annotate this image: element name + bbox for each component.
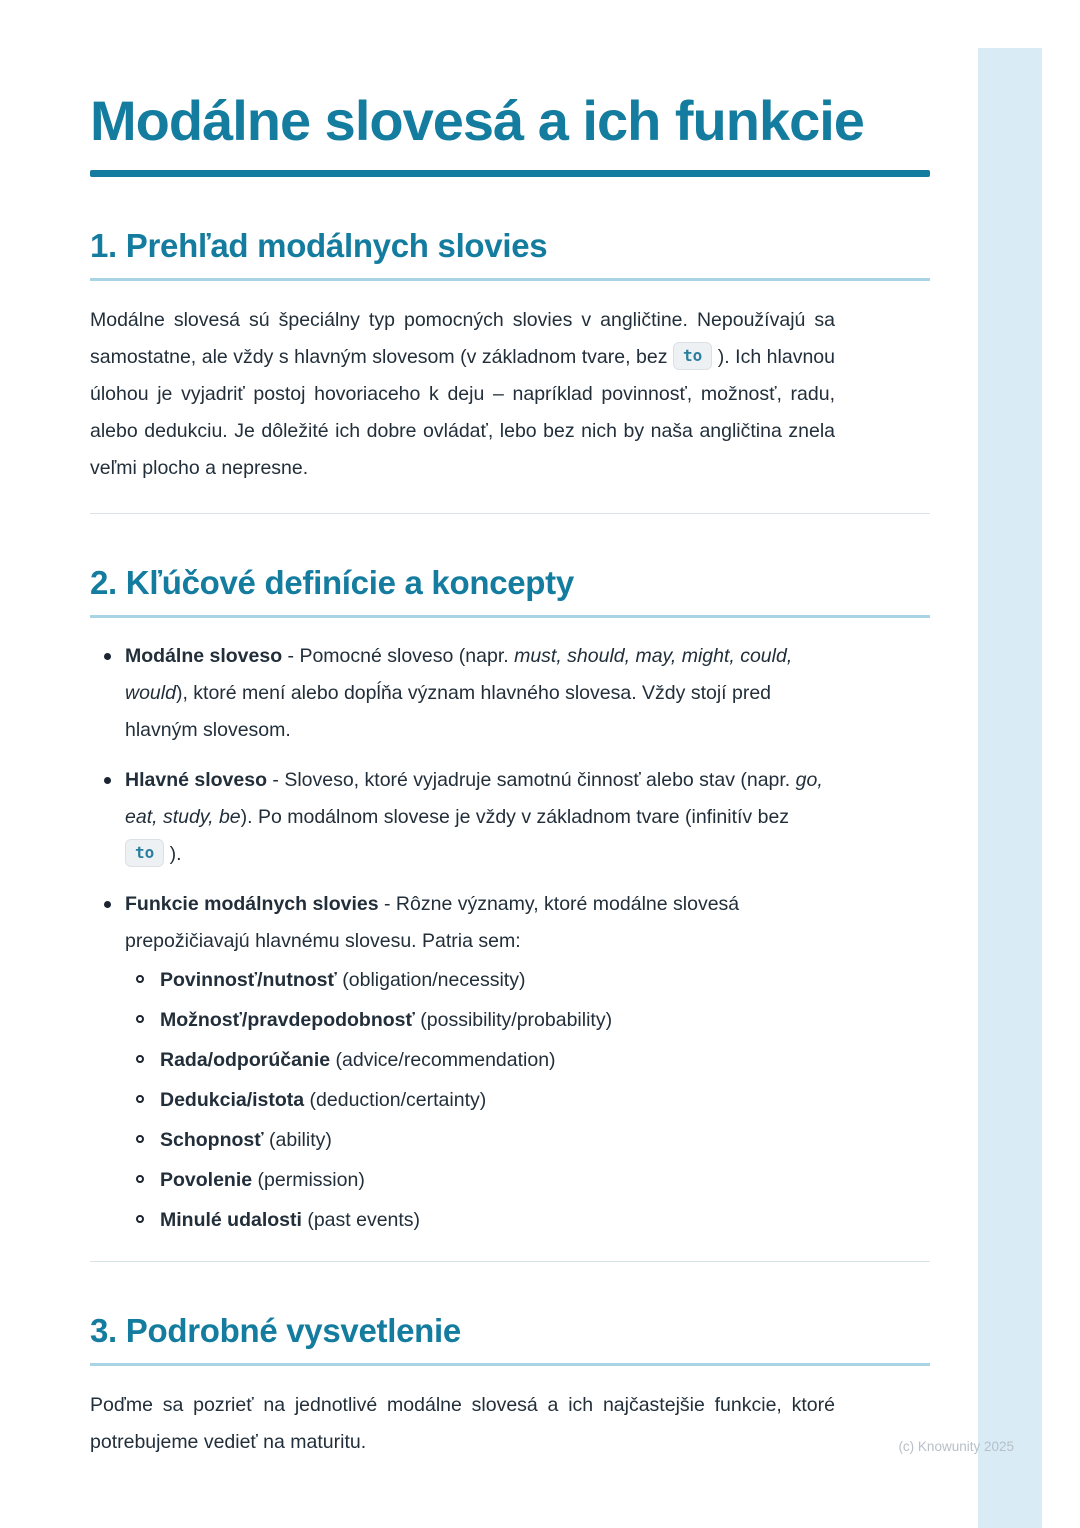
circle-bullet-icon: [136, 1055, 144, 1063]
list-item-modal-verb: [90, 638, 930, 749]
sub-item-desc: (obligation/necessity): [336, 968, 526, 991]
section-3-heading: 3. Podrobné vysvetlenie: [90, 1312, 930, 1366]
title-divider: [90, 170, 930, 177]
sub-item-term: Povolenie: [160, 1168, 253, 1191]
circle-bullet-icon: [136, 1135, 144, 1143]
details-paragraph: Poďme sa pozrieť na jednotlivé modálne slovesá a ich najčastejšie funkcie, ktoré potrebujeme vedieť na maturitu.: [90, 1393, 835, 1453]
section-definitions: [90, 564, 930, 1235]
sub-list-item: [125, 1126, 930, 1155]
inline-code-to: to: [673, 342, 712, 370]
circle-bullet-icon: [136, 1175, 144, 1183]
page-edge-stripe: [978, 48, 1042, 1528]
sub-item-desc: (possibility/probability): [414, 1008, 613, 1031]
sub-item-term: Možnosť/pravdepodobnosť: [160, 1008, 415, 1031]
sub-list-item: [125, 1166, 930, 1195]
sub-item-term: Povinnosť/nutnosť: [160, 968, 337, 991]
copyright-note: (c) Knowunity 2025: [898, 1439, 1014, 1454]
functions-sub-list: [125, 966, 930, 1235]
list-item-term: Funkcie modálnych slovies: [125, 892, 379, 915]
sub-item-desc: (advice/recommendation): [330, 1048, 556, 1071]
sub-item-desc: (deduction/certainty): [304, 1088, 487, 1111]
sub-list-item: [125, 1086, 930, 1115]
examples-italic: go, eat, study, be: [125, 768, 823, 828]
sub-item-term: Rada/odporúčanie: [160, 1048, 331, 1071]
sub-item-desc: (permission): [252, 1168, 365, 1191]
sub-item-term: Minulé udalosti: [160, 1208, 302, 1231]
circle-bullet-icon: [136, 1215, 144, 1223]
definitions-list: [90, 638, 930, 1235]
section-overview: [90, 227, 930, 487]
circle-bullet-icon: [136, 1015, 144, 1023]
circle-bullet-icon: [136, 1095, 144, 1103]
list-item-text: Modálne sloveso - Pomocné sloveso (napr. must, should, may, might, could, would), ktoré mení alebo dopĺňa význam hlavného slovesa. Vždy stojí pred hlavným slovesom.: [125, 644, 793, 741]
section-1-heading: 1. Prehľad modálnych slovies: [90, 227, 930, 281]
sub-item-term: Dedukcia/istota: [160, 1088, 305, 1111]
list-item-text: Hlavné sloveso - Sloveso, ktoré vyjadruje samotnú činnosť alebo stav (napr. go, eat, study, be). Po modálnom slovese je vždy v základnom tvare (infinitív bez to ).: [125, 768, 823, 865]
section-divider: [90, 1261, 930, 1262]
list-item-text: Funkcie modálnych slovies - Rôzne významy, ktoré modálne slovesá prepožičiavajú hlavnému slovesu. Patria sem:: [125, 892, 740, 952]
section-2-heading: 2. Kľúčové definície a koncepty: [90, 564, 930, 618]
sub-item-desc: (past events): [301, 1208, 421, 1231]
sub-list-item: [125, 1006, 930, 1035]
circle-bullet-icon: [136, 975, 144, 983]
overview-paragraph: [90, 302, 835, 487]
overview-text-after-code: ). Ich hlavnou úlohou je vyjadriť postoj hovoriaceho k deju – napríklad povinnosť, možnosť, radu, alebo dedukciu. Je dôležité ich dobre ovládať, lebo bez nich by naša angličtina znela veľmi plocho a nepresne.: [90, 345, 835, 479]
list-item-main-verb: [90, 762, 930, 873]
bullet-icon: [104, 901, 111, 908]
list-item-term: Modálne sloveso: [125, 644, 283, 667]
page-title: Modálne slovesá a ich funkcie: [90, 89, 864, 152]
sub-item-desc: (ability): [263, 1128, 332, 1151]
sub-list-item: [125, 1206, 930, 1235]
bullet-icon: [104, 777, 111, 784]
list-item-modal-functions: [90, 886, 930, 1235]
overview-text-before-code: Modálne slovesá sú špeciálny typ pomocných slovies v angličtine. Nepoužívajú sa samostatne, ale vždy s hlavným slovesom (v základnom tvare, bez: [90, 308, 835, 368]
sub-list-item: [125, 1046, 930, 1075]
inline-code-to: to: [125, 839, 164, 867]
document-content: [90, 0, 930, 1461]
sub-list-item: [125, 966, 930, 995]
list-item-term: Hlavné sloveso: [125, 768, 267, 791]
sub-item-term: Schopnosť: [160, 1128, 264, 1151]
section-divider: [90, 513, 930, 514]
examples-italic: must, should, may, might, could, would: [125, 644, 793, 704]
section-details: [90, 1312, 930, 1461]
bullet-icon: [104, 653, 111, 660]
